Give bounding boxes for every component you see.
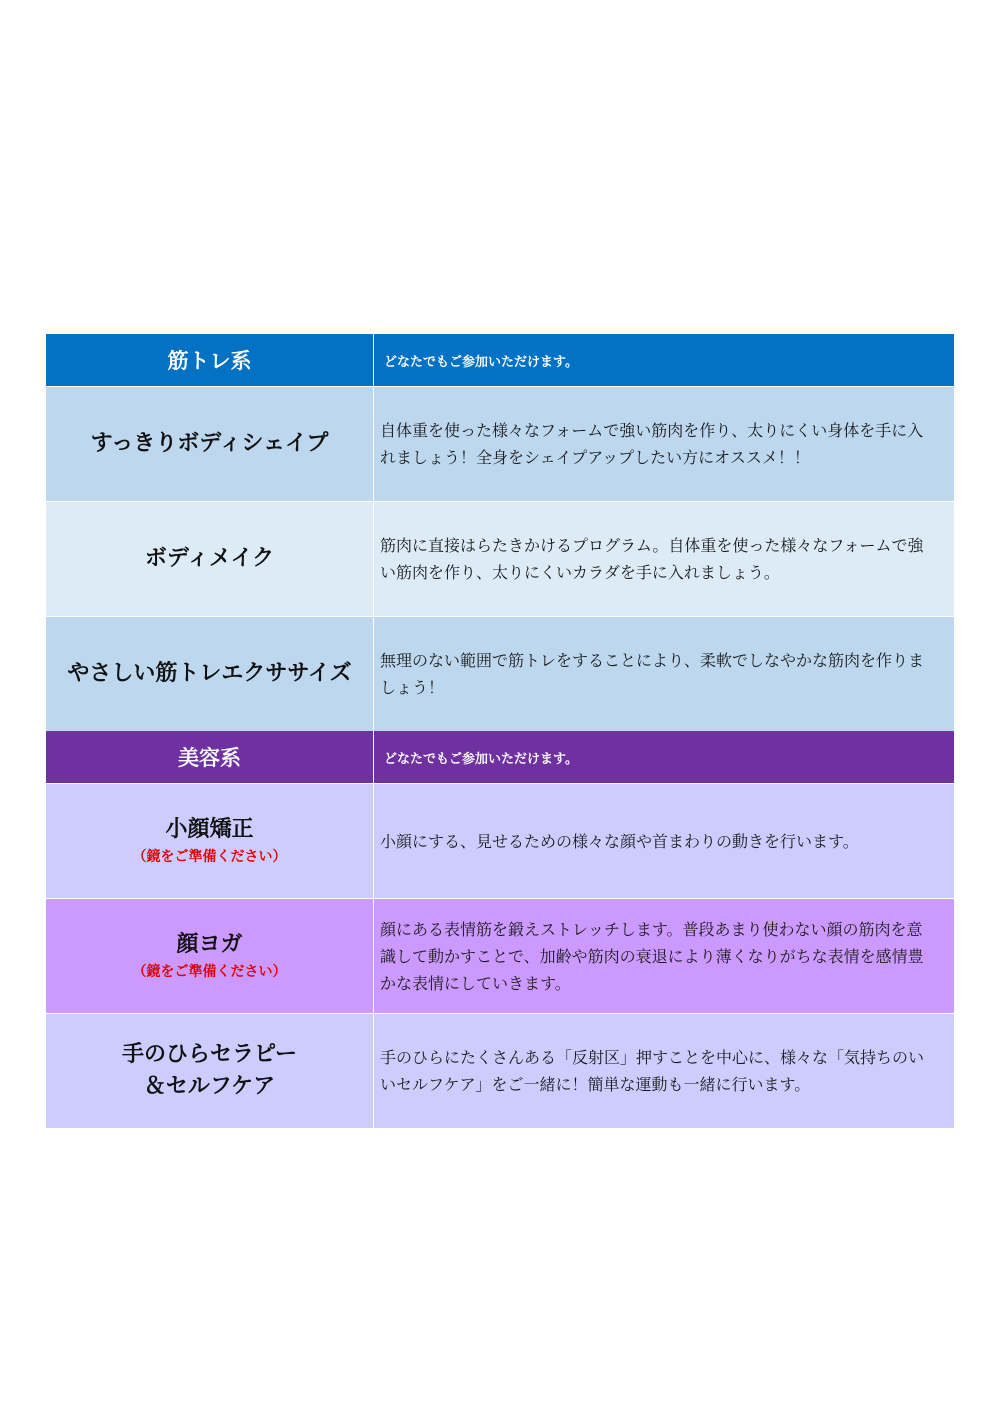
program-name-cell	[46, 784, 374, 898]
program-row	[46, 783, 954, 898]
program-desc-cell	[374, 784, 954, 898]
section-header-beauty	[46, 731, 954, 783]
program-note: （鏡をご準備ください）	[132, 964, 287, 980]
section-title: 美容系	[178, 746, 241, 770]
program-desc-cell	[374, 617, 954, 731]
program-desc-cell	[374, 1014, 954, 1128]
program-table	[46, 334, 954, 1128]
section-note: どなたでもご参加いただけます。	[384, 354, 578, 370]
section-note: どなたでもご参加いただけます。	[384, 751, 578, 767]
section-title-cell	[46, 334, 374, 386]
program-name-cell	[46, 617, 374, 731]
program-description: 無理のない範囲で筋トレをすることにより、柔軟でしなやかな筋肉を作りましょう！	[380, 651, 925, 697]
program-note: （鏡をご準備ください）	[132, 849, 287, 865]
section-header-strength	[46, 334, 954, 386]
program-name: すっきりボディシェイプ	[90, 431, 329, 456]
program-name-cell	[46, 899, 374, 1013]
section-note-cell	[374, 334, 954, 386]
program-name-cell	[46, 502, 374, 616]
program-row	[46, 898, 954, 1013]
program-desc-cell	[374, 502, 954, 616]
program-name: やさしい筋トレエクササイズ	[67, 661, 352, 686]
program-name-line2: ＆セルフケア	[143, 1074, 276, 1099]
program-row	[46, 1013, 954, 1128]
program-description: 顔にある表情筋を鍛えストレッチします。普段あまり使わない顔の筋肉を意識して動かすことで、加齢や筋肉の衰退により薄くなりがちな表情を感情豊かな表情にしていきます。	[380, 919, 924, 993]
program-description: 筋肉に直接はらたきかけるプログラム。自体重を使った様々なフォームで強い筋肉を作り、太りにくいカラダを手に入れましょう。	[380, 536, 924, 582]
section-title-cell	[46, 731, 374, 783]
program-description: 自体重を使った様々なフォームで強い筋肉を作り、太りにくい身体を手に入れましょう！全身をシェイプアップしたい方にオススメ！！	[380, 421, 924, 467]
program-name-cell	[46, 387, 374, 501]
program-desc-cell	[374, 387, 954, 501]
program-name: 小顔矯正	[165, 817, 254, 842]
program-row	[46, 501, 954, 616]
program-name: 手のひらセラピー	[121, 1042, 298, 1067]
program-desc-cell	[374, 899, 954, 1013]
section-title: 筋トレ系	[167, 349, 252, 373]
section-note-cell	[374, 731, 954, 783]
program-name-cell	[46, 1014, 374, 1128]
program-name: ボディメイク	[144, 546, 275, 571]
program-name: 顔ヨガ	[176, 932, 243, 957]
program-row	[46, 386, 954, 501]
program-description: 手のひらにたくさんある「反射区」押すことを中心に、様々な「気持ちのいいセルフケア」をご一緒に！簡単な運動も一緒に行います。	[380, 1048, 925, 1094]
program-description: 小顔にする、見せるための様々な顔や首まわりの動きを行います。	[380, 831, 859, 851]
program-row	[46, 616, 954, 731]
